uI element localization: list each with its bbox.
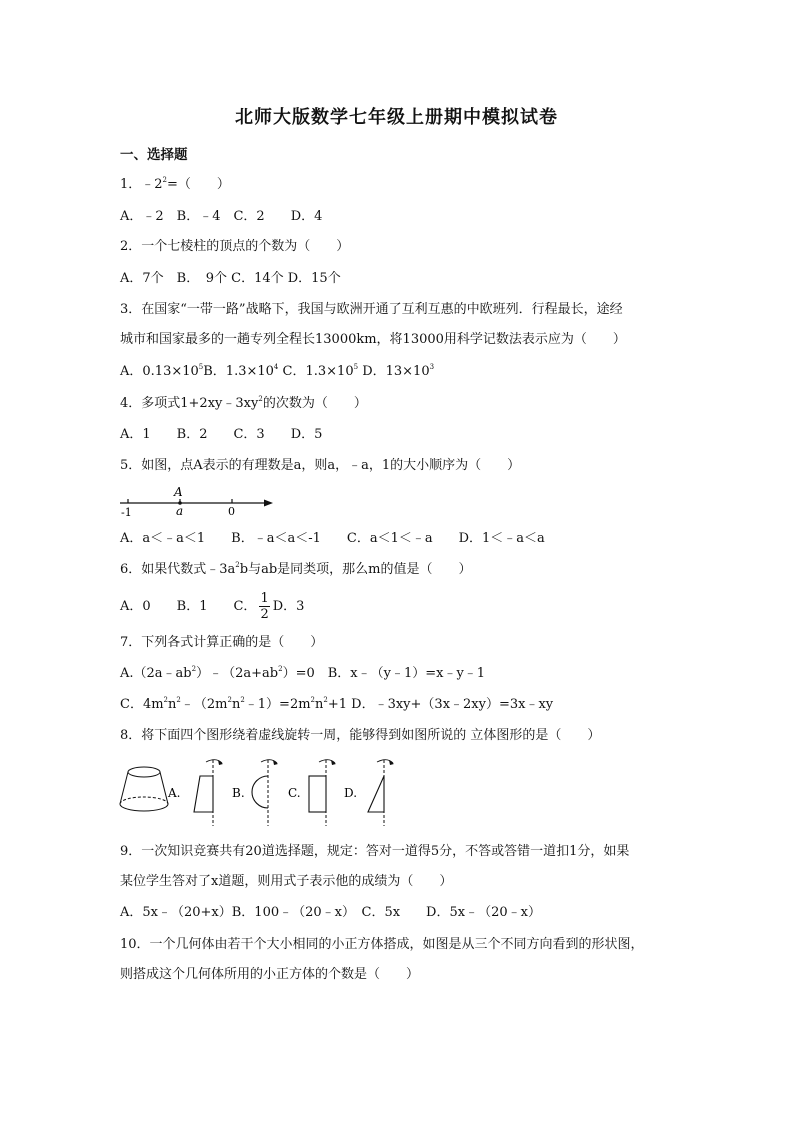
question-10-stem-line2: 则搭成这个几何体所用的小正方体的个数是（ ）	[120, 967, 420, 982]
question-4-options: A．1 B．2 C．3 D．5	[120, 427, 323, 442]
question-6-stem	[120, 561, 472, 579]
question-9-stem-line1: 9．一次知识竞赛共有20道选择题，规定：答对一道得5分，不答或答错一道扣1分，如果	[120, 844, 630, 859]
option-d-label: D.	[344, 786, 358, 800]
option-d-triangle	[368, 760, 394, 826]
option-c-rectangle	[309, 760, 336, 826]
q7-option-c-end-d: +1 D．﹣3xy+（3x﹣2xy）=3x﹣xy	[327, 697, 554, 712]
q3-option-d-exp: 3	[429, 363, 435, 371]
q1-exponent: 2	[162, 176, 168, 184]
q6-options-abc: A．0 B．1 C．	[120, 599, 257, 614]
option-a-trapezoid	[194, 760, 223, 826]
question-1-options: A．﹣2 B．﹣4 C．2 D．4	[120, 209, 323, 224]
page-title: 北师大版数学七年级上册期中模拟试卷	[235, 107, 558, 128]
question-2-options: A．7个 B． 9个 C．14个 D．15个	[120, 271, 341, 286]
q6-fraction-numerator: 1	[260, 591, 269, 606]
q7-option-c-part: n	[168, 697, 177, 712]
question-10-stem-line1: 10．一个几何体由若干个大小相同的小正方体搭成，如图是从三个不同方向看到的形状图，	[120, 937, 644, 952]
q3-option-c-exp: 5	[353, 363, 359, 371]
q7-exp: 2	[176, 696, 181, 704]
q7-option-c-part: C．4m	[120, 697, 164, 712]
q7-option-a-part1: A.（2a﹣ab	[120, 666, 192, 681]
question-9-options: A．5x﹣（20+x）B．100﹣（20﹣x） C．5x D．5x﹣（20﹣x）	[120, 905, 541, 920]
option-a-label: A.	[168, 786, 181, 800]
q7-exp: 2	[227, 696, 232, 704]
question-6-options	[120, 591, 304, 622]
q6-fraction-denominator: 2	[260, 607, 269, 622]
q3-option-c: C．1.3×10	[282, 364, 354, 379]
q7-exp: 2	[163, 696, 169, 704]
q3-option-b-exp: 4	[273, 363, 279, 371]
zero-label: 0	[228, 505, 235, 518]
q7-exp: 2	[278, 665, 283, 673]
option-b-semicircle	[252, 760, 278, 826]
question-9-stem-line2: 某位学生答对了x道题，则用式子表示他的成绩为（ ）	[120, 874, 453, 889]
q7-exp: 2	[310, 696, 316, 704]
q1-text-rest: =（ ）	[167, 177, 230, 192]
q7-option-a-part2: ）﹣（2a+ab	[196, 666, 279, 681]
q6-fraction	[259, 591, 269, 622]
q6-text: 6．如果代数式﹣3a	[120, 562, 236, 577]
frustum-solid-figure	[120, 767, 168, 811]
q3-option-a-exp: 5	[198, 363, 204, 371]
option-b-label: B.	[232, 786, 245, 800]
variable-a-label: a	[176, 504, 184, 518]
q3-option-d: D．13×10	[362, 364, 430, 379]
q7-option-c-part: n	[231, 697, 241, 712]
q7-exp: 2	[240, 696, 245, 704]
q4-text: 4．多项式1+2xy﹣3xy	[120, 396, 259, 411]
question-3-stem-line1: 3．在国家“一带一路”战略下，我国与欧洲开通了互利互惠的中欧班列．行程最长，途经	[120, 302, 623, 317]
q6-exponent: 2	[235, 561, 240, 569]
q6-option-d: D．3	[272, 599, 305, 614]
q7-option-a-part3-b: ）=0 B．x﹣（y﹣1）=x﹣y﹣1	[282, 666, 486, 681]
q7-option-c-part: ﹣1）=2m	[244, 697, 311, 712]
question-4-stem	[120, 395, 367, 413]
question-3-options	[120, 363, 434, 381]
option-c-label: C.	[288, 786, 301, 800]
q3-option-b: B．1.3×10	[203, 364, 274, 379]
question-7-stem: 7．下列各式计算正确的是（ ）	[120, 635, 324, 650]
question-8-stem: 8．将下面四个图形绕着虚线旋转一周，能够得到如图所说的 立体图形的是（ ）	[120, 728, 601, 743]
rotation-figures	[116, 754, 396, 828]
question-5-options: A．a＜﹣a＜1 B．﹣a＜a＜-1 C．a＜1＜﹣a D．1＜﹣a＜a	[120, 531, 545, 546]
q7-option-c-part: n	[315, 697, 324, 712]
q3-option-a: A．0.13×10	[120, 364, 199, 379]
point-a-label: A	[174, 485, 183, 499]
question-7-options-cd	[120, 696, 553, 714]
number-line-arrow	[264, 500, 273, 507]
q4-text-rest: 的次数为（ ）	[262, 396, 367, 411]
q7-exp: 2	[323, 696, 328, 704]
section-heading: 一、选择题	[120, 147, 188, 163]
question-2-stem: 2．一个七棱柱的顶点的个数为（ ）	[120, 239, 350, 254]
q1-text: 1．﹣2	[120, 177, 163, 192]
number-line-figure	[116, 484, 286, 520]
minus-one-label: -1	[121, 506, 132, 519]
q7-option-c-part: ﹣（2m	[180, 697, 228, 712]
question-3-stem-line2: 城市和国家最多的一趟专列全程长13000km，将13000用科学记数法表示应为（ ）	[120, 332, 626, 347]
q7-exp: 2	[191, 665, 197, 673]
question-1-stem	[120, 176, 230, 194]
question-7-options-ab	[120, 665, 485, 683]
q6-text-rest: b与ab是同类项，那么m的值是（ ）	[239, 562, 472, 577]
q4-exponent: 2	[258, 395, 263, 403]
question-5-stem: 5．如图，点A表示的有理数是a，则a，﹣a，1的大小顺序为（ ）	[120, 458, 521, 473]
